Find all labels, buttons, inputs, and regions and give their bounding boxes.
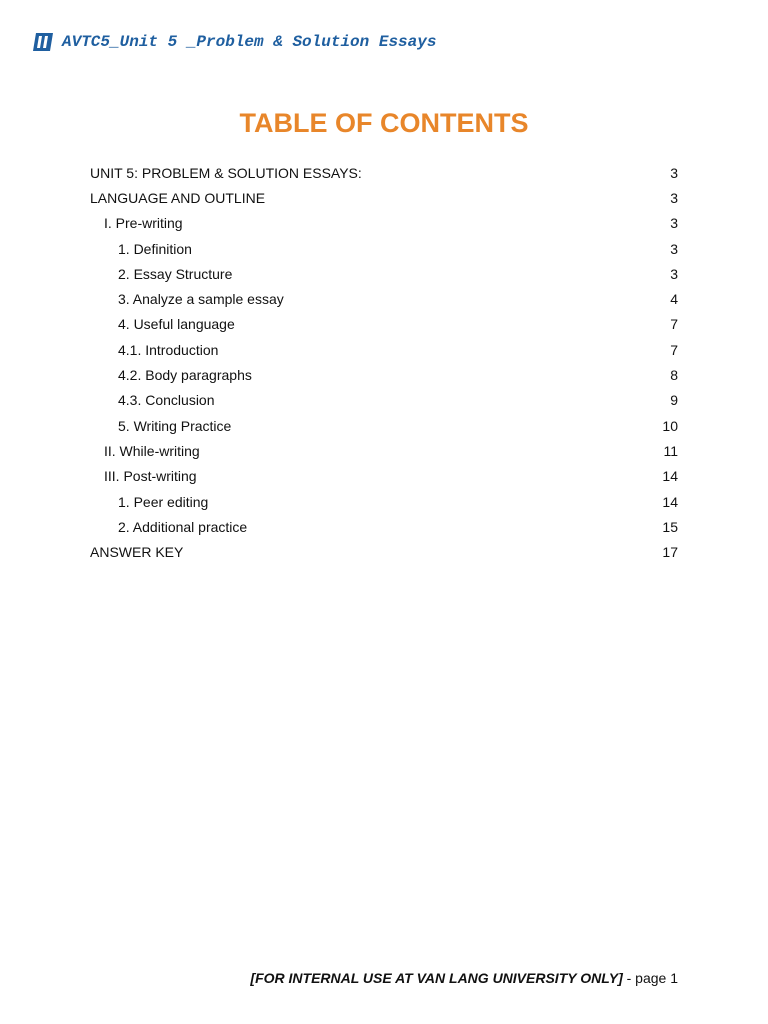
- toc-entry-page: 15: [662, 518, 678, 535]
- toc-entry[interactable]: [90, 337, 678, 362]
- document-header: [32, 31, 436, 53]
- toc-entry[interactable]: [90, 438, 678, 463]
- toc-entry-page: 14: [662, 468, 678, 485]
- toc-entry-page: 7: [670, 341, 678, 358]
- toc-entry-page: 8: [670, 367, 678, 384]
- document-logo-icon: [32, 32, 54, 52]
- toc-entry[interactable]: [90, 362, 678, 387]
- toc-entry-page: 3: [670, 215, 678, 232]
- toc-entry-page: 7: [670, 316, 678, 333]
- header-title: AVTC5_Unit 5 _Problem & Solution Essays: [62, 33, 437, 51]
- toc-entry-label: 4.1. Introduction: [118, 341, 219, 358]
- toc-entry-page: 3: [670, 240, 678, 257]
- toc-entry-label: LANGUAGE AND OUTLINE: [90, 189, 266, 206]
- toc-entry-label: II. While-writing: [104, 442, 200, 459]
- toc-entry[interactable]: [90, 489, 678, 514]
- toc-entry-label: 4.2. Body paragraphs: [118, 367, 252, 384]
- toc-entry[interactable]: [90, 185, 678, 210]
- toc-entry-label: 2. Essay Structure: [118, 265, 233, 282]
- toc-entry-page: 4: [670, 291, 678, 308]
- toc-entry[interactable]: [90, 464, 678, 489]
- footer-page-label: - page 1: [622, 970, 678, 986]
- page-footer: [250, 970, 678, 986]
- toc-entry-label: 5. Writing Practice: [118, 417, 232, 434]
- toc-entry-label: III. Post-writing: [104, 468, 197, 485]
- footer-note: [FOR INTERNAL USE AT VAN LANG UNIVERSITY ONLY]: [250, 970, 623, 986]
- toc-entry-label: UNIT 5: PROBLEM & SOLUTION ESSAYS:: [90, 164, 362, 181]
- toc-entry[interactable]: [90, 514, 678, 539]
- toc-entry-label: 1. Definition: [118, 240, 192, 257]
- toc-entry[interactable]: [90, 388, 678, 413]
- toc-entry[interactable]: [90, 211, 678, 236]
- toc-entry[interactable]: [90, 413, 678, 438]
- toc-entry[interactable]: [90, 236, 678, 261]
- toc-entry-label: 4.3. Conclusion: [118, 392, 215, 409]
- toc-entry-page: 3: [670, 189, 678, 206]
- toc-entry[interactable]: [90, 160, 678, 185]
- table-of-contents: [90, 160, 678, 565]
- toc-entry-page: 11: [663, 442, 678, 459]
- toc-entry-page: 10: [662, 417, 678, 434]
- toc-entry-label: ANSWER KEY: [90, 544, 184, 561]
- toc-entry-label: I. Pre-writing: [104, 215, 183, 232]
- toc-title: TABLE OF CONTENTS: [239, 108, 529, 138]
- toc-entry-label: 3. Analyze a sample essay: [118, 291, 284, 308]
- toc-entry[interactable]: [90, 312, 678, 337]
- toc-entry-label: 4. Useful language: [118, 316, 235, 333]
- toc-entry-label: 2. Additional practice: [118, 518, 248, 535]
- toc-entry-page: 17: [662, 544, 678, 561]
- toc-entry-label: 1. Peer editing: [118, 493, 209, 510]
- toc-entry-page: 3: [670, 265, 678, 282]
- toc-entry-page: 14: [662, 493, 678, 510]
- toc-entry-page: 9: [670, 392, 678, 409]
- toc-entry-page: 3: [670, 164, 678, 181]
- toc-entry[interactable]: [90, 261, 678, 286]
- toc-entry[interactable]: [90, 286, 678, 311]
- toc-entry[interactable]: [90, 539, 678, 564]
